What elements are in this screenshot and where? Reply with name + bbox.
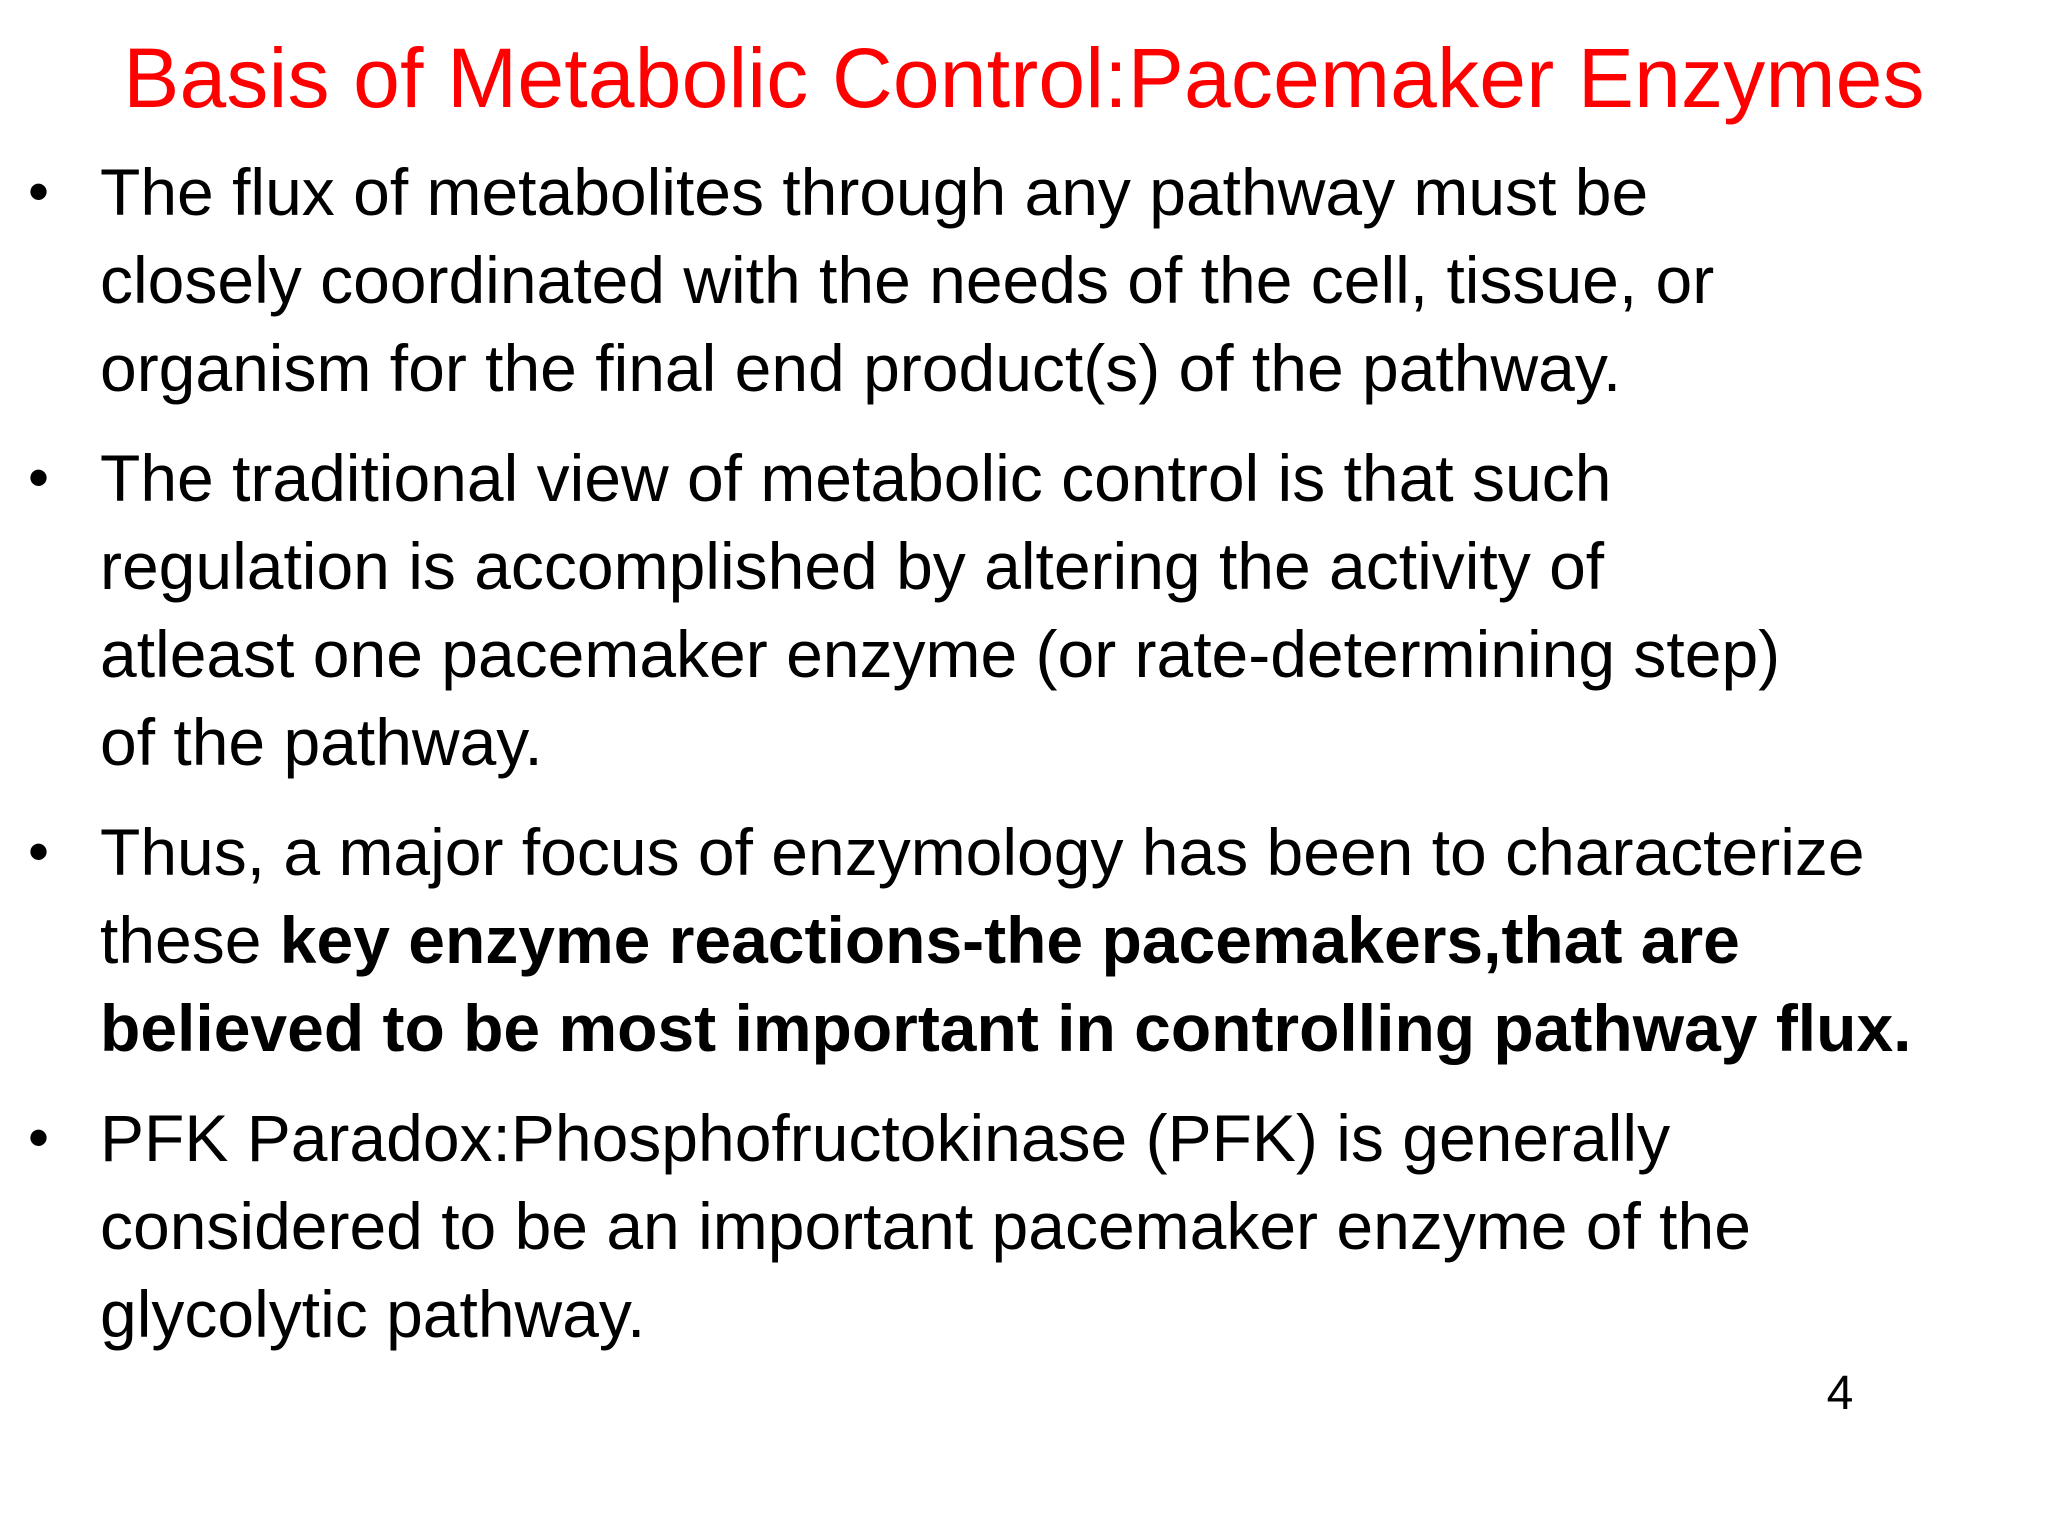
slide-title: Basis of Metabolic Control:Pacemaker Enzymes [123,31,1925,125]
bullet-dot-icon: • [28,444,50,511]
bullet-text-line: organism for the final end product(s) of the pathway. [100,331,1622,405]
bullet-text-line: glycolytic pathway. [100,1277,646,1351]
bullet-text-plain: these [100,903,280,977]
bullet-item-pfk-paradox [0,1094,2048,1358]
bullet-text-bold: key enzyme reactions-the pacemakers,that are [279,903,1740,977]
bullet-text-line-mixed [100,896,2028,984]
bullet-item-enzymology-focus [0,808,2048,1072]
page-number: 4 [1826,1367,1854,1420]
bullet-item-traditional-view [0,434,2048,786]
bullet-text-line: considered to be an important pacemaker enzyme of the [100,1189,1751,1263]
bullet-dot-icon: • [28,1104,50,1171]
bullet-text-line: of the pathway. [100,705,543,779]
bullet-dot-icon: • [28,158,50,225]
bullet-text-line: atleast one pacemaker enzyme (or rate-determining step) [100,617,1781,691]
bullet-text-line: closely coordinated with the needs of the cell, tissue, or [100,243,1715,317]
bullet-list [0,148,2048,1380]
bullet-text-line: PFK Paradox:Phosphofructokinase (PFK) is generally [100,1101,1671,1175]
bullet-text-line: regulation is accomplished by altering the activity of [100,529,1605,603]
bullet-text-line: The flux of metabolites through any pathway must be [100,155,1649,229]
bullet-text-line: The traditional view of metabolic control is that such [100,441,1612,515]
bullet-dot-icon: • [28,818,50,885]
bullet-text-bold-line: believed to be most important in controlling pathway flux. [100,991,1912,1065]
bullet-text-line: Thus, a major focus of enzymology has been to characterize [100,815,1865,889]
bullet-item-flux [0,148,2048,412]
